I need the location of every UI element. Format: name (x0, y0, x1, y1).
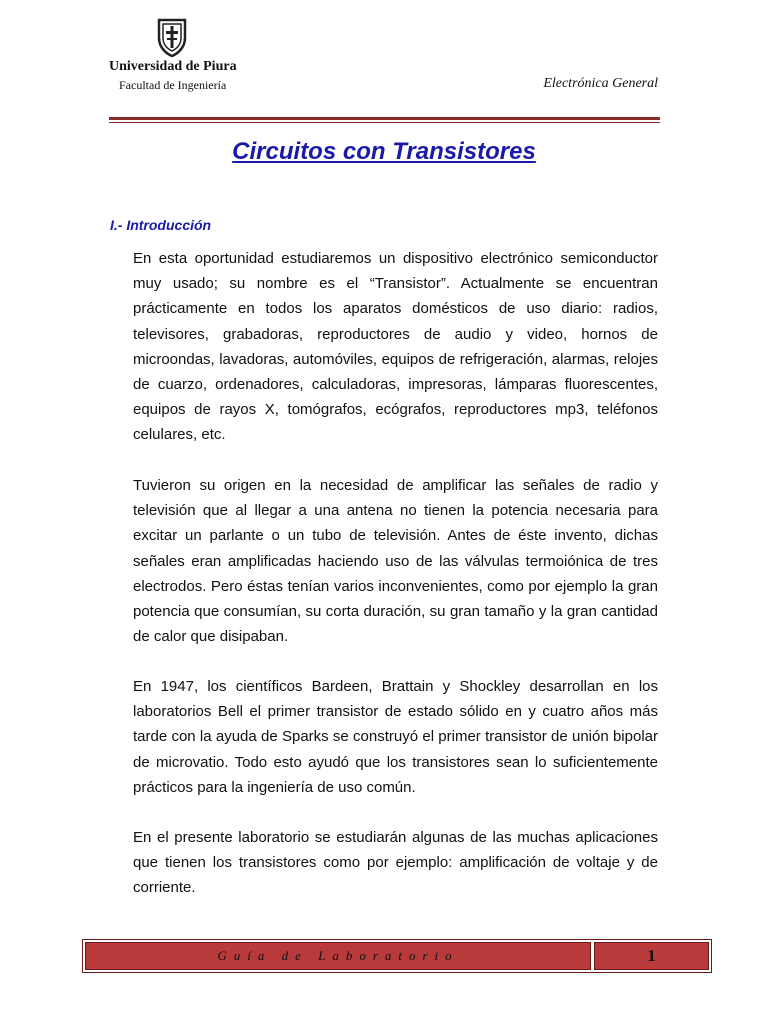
header-divider-thin (109, 122, 660, 123)
paragraph: Tuvieron su origen en la necesidad de amplificar las señales de radio y televisión que al llegar a una antena no tienen la potencia necesaria para excitar un parlante o un tubo de televisión. Antes de éste invento, dichas señales eran amplificadas haciendo uso de las válvulas termoiónica de tres electrodos. Pero éstas tenían varios inconvenientes, como por ejemplo la gran potencia que consumían, su corta duración, su gran tamaño y la gran cantidad de calor que disipaban. (133, 477, 658, 646)
footer-label: Guía de Laboratorio (85, 942, 591, 970)
faculty-name: Facultad de Ingeniería (119, 78, 227, 92)
course-name: Electrónica General (543, 76, 658, 91)
university-name: Universidad de Piura (109, 59, 237, 74)
page-footer (82, 939, 712, 973)
page-title: Circuitos con Transistores (232, 138, 536, 165)
page-number: 1 (594, 942, 709, 970)
university-seal-icon (155, 16, 189, 58)
paragraph: En el presente laboratorio se estudiarán algunas de las muchas aplicaciones que tienen los transistores como por ejemplo: amplificación de voltaje y de corriente. (133, 829, 658, 897)
section-heading: I.- Introducción (110, 217, 212, 233)
paragraph: En esta oportunidad estudiaremos un dispositivo electrónico semiconductor muy usado; su nombre es el “Transistor”. Actualmente se encuentran prácticamente en todos los aparatos domésticos de uso diario: radios, televisores, grabadoras, reproductores de audio y video, hornos de microondas, lavadoras, automóviles, equipos de refrigeración, alarmas, relojes de cuarzo, ordenadores, calculadoras, impresoras, lámparas fluorescentes, equipos de rayos X, tomógrafos, ecógrafos, reproductores mp3, teléfonos celulares, etc. (133, 250, 658, 444)
paragraph: En 1947, los científicos Bardeen, Brattain y Shockley desarrollan en los laboratorios Bell el primer transistor de estado sólido en y cuatro años más tarde con la ayuda de Sparks se construyó el primer transistor de unión bipolar de microvatio. Todo esto ayudó que los transistores sean lo suficientemente prácticos para la ingeniería de uso común. (133, 678, 658, 796)
header-divider-thick (109, 117, 660, 120)
